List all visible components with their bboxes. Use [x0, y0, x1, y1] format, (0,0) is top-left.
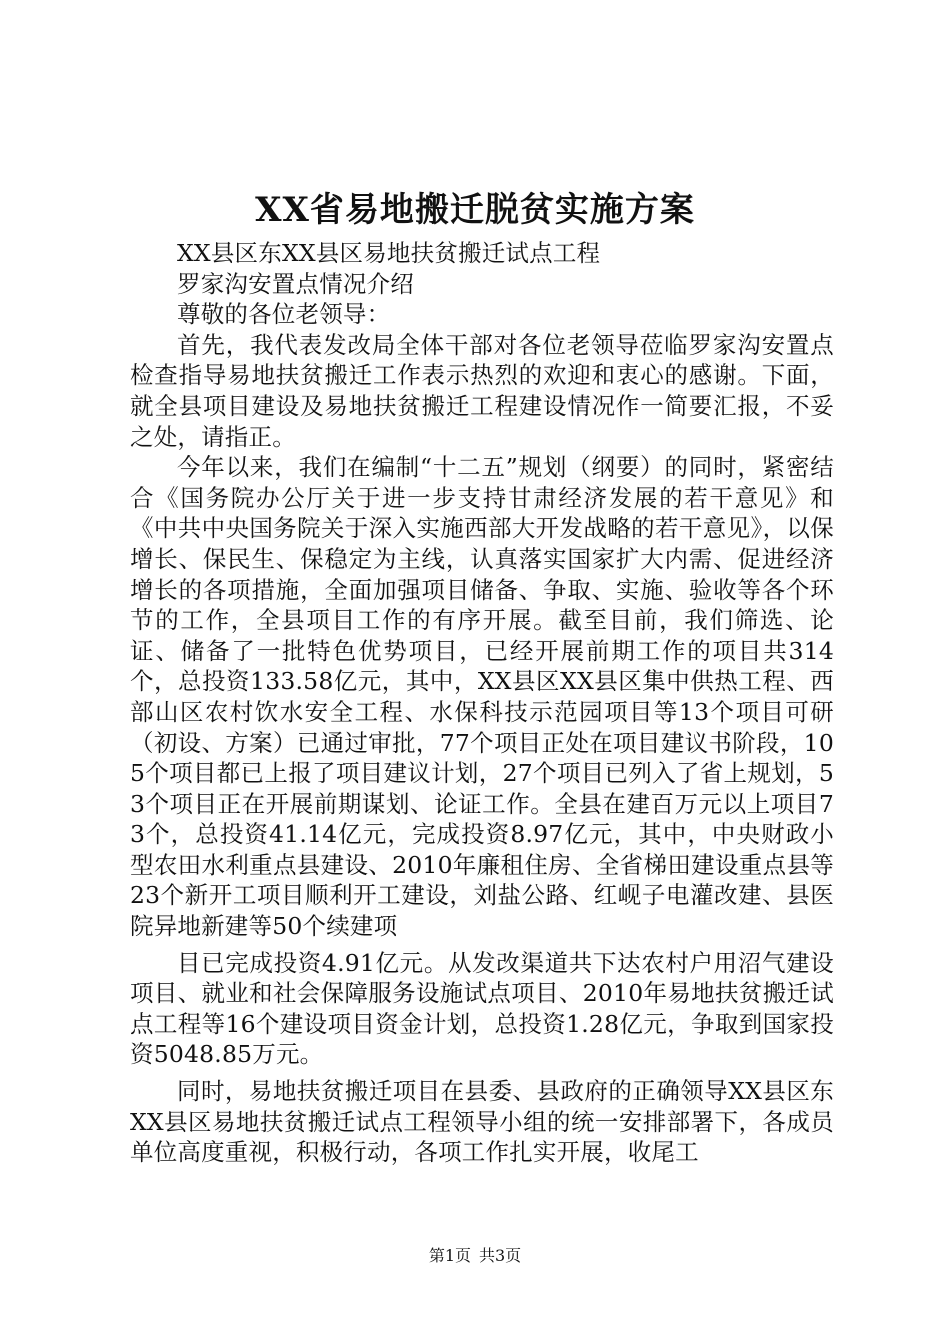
page-number: 第1页: [428, 1246, 471, 1265]
body-paragraph: 同时，易地扶贫搬迁项目在县委、县政府的正确领导XX县区东XX县区易地扶贫搬迁试点工程领导小组的统一安排部署下，各成员单位高度重视，积极行动，各项工作扎实开展，收尾工: [130, 1077, 834, 1167]
page-footer: [0, 1245, 950, 1267]
body-paragraph: 罗家沟安置点情况介绍: [177, 269, 414, 298]
document-body: [130, 238, 834, 1168]
document-title: XX省易地搬迁脱贫实施方案: [255, 190, 695, 230]
body-paragraph: XX县区东XX县区易地扶贫搬迁试点工程: [177, 239, 601, 267]
page-total: 共3页: [479, 1246, 522, 1265]
body-paragraph: 今年以来，我们在编制“十二五”规划（纲要）的同时，紧密结合《国务院办公厅关于进一步支持甘肃经济发展的若干意见》和《中共中央国务院关于深入实施西部大开发战略的若干意见》，以保增长、保民生、保稳定为主线，认真落实国家扩大内需、促进经济增长的各项措施，全面加强项目储备、争取、实施、验收等各个环节的工作，全县项目工作的有序开展。截至目前，我们筛选、论证、储备了一批特色优势项目，已经开展前期工作的项目共314个，总投资133.58亿元，其中，XX县区XX县区集中供热工程、西部山区农村饮水安全工程、水保科技示范园项目等13个项目可研（初设、方案）已通过审批，77个项目正处在项目建议书阶段，105个项目都已上报了项目建议计划，27个项目已列入了省上规划，53个项目正在开展前期谋划、论证工作。全县在建百万元以上项目73个，总投资41.14亿元，完成投资8.97亿元，其中，中央财政小型农田水利重点县建设、2010年廉租住房、全省梯田建设重点县等23个新开工项目顺利开工建设，刘盐公路、红岘子电灌改建、县医院异地新建等50个续建项: [130, 453, 834, 941]
body-paragraph: 目已完成投资4.91亿元。从发改渠道共下达农村户用沼气建设项目、就业和社会保障服务设施试点项目、2010年易地扶贫搬迁试点工程等16个建设项目资金计划，总投资1.28亿元，争取到国家投资5048.85万元。: [130, 948, 834, 1069]
salutation: 尊敬的各位老领导：: [177, 300, 391, 329]
body-paragraph: 首先，我代表发改局全体干部对各位老领导莅临罗家沟安置点检查指导易地扶贫搬迁工作表示热烈的欢迎和衷心的感谢。下面，就全县项目建设及易地扶贫搬迁工程建设情况作一简要汇报，不妥之处，请指正。: [130, 330, 834, 451]
